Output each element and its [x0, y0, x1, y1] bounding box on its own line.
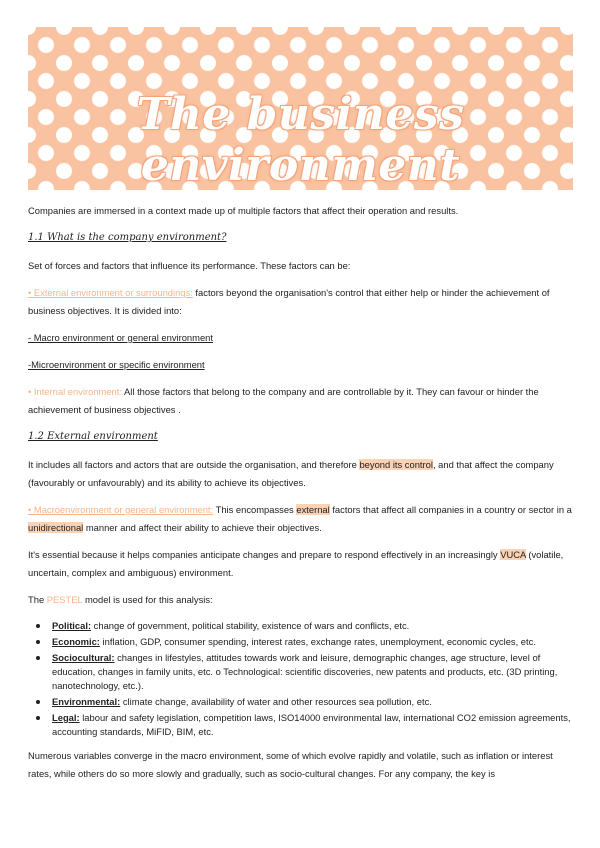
text-run: manner and affect their ability to achieve their objectives.: [83, 522, 322, 533]
micro-environment-item: -Microenvironment or specific environment: [28, 359, 205, 370]
pestel-text: inflation, GDP, consumer spending, interest rates, exchange rates, unemployment, economic cycles, etc.: [99, 636, 536, 647]
section1-lead: Set of forces and factors that influence its performance. These factors can be:: [28, 260, 351, 271]
section-heading-1-1: 1.1 What is the company environment?: [28, 232, 227, 243]
list-item: [50, 650, 573, 693]
intro-paragraph: Companies are immersed in a context made up of multiple factors that affect their operation and results.: [28, 205, 459, 216]
text-run: It's essential because it helps companies anticipate changes and prepare to respond effectively in an increasingly: [28, 549, 501, 560]
highlight-vuca: VUCA: [500, 549, 526, 560]
section-heading-1-2: 1.2 External environment: [28, 431, 158, 442]
pestel-text: climate change, availability of water and other resources sea pollution, etc.: [120, 696, 432, 707]
external-environment-definition: [28, 456, 573, 492]
macroenvironment-term: • Macroenvironment or general environment:: [28, 504, 214, 515]
internal-environment-paragraph: [28, 383, 573, 419]
pestel-text: change of government, political stability, existence of wars and conflicts, etc.: [91, 620, 410, 631]
macro-environment-item: - Macro environment or general environment: [28, 332, 213, 343]
pestel-text: changes in lifestyles, attitudes towards work and leisure, demographic changes, age structure, level of education, changes in family units, etc. o Technological: scientific discoveries, new patents and products, etc. (3D printing, nanotechnology, etc.).: [52, 652, 558, 691]
page-title: The business environment: [136, 89, 465, 190]
pestel-label: Political:: [52, 620, 92, 631]
text-run: model is used for this analysis:: [82, 594, 213, 605]
closing-paragraph: Numerous variables converge in the macro environment, some of which evolve rapidly and volatile, such as inflation or interest rates, while others do so more slowly and gradually, such as socio-cultural changes. For any company, the key is: [28, 750, 553, 779]
external-environment-term: • External environment or surroundings:: [28, 287, 193, 298]
pestel-label: Environmental:: [52, 696, 121, 707]
highlight-beyond-control: beyond its control: [359, 459, 433, 470]
external-environment-text: factors beyond the organisation's control that either help or hinder the achievement of business objectives. It is divided into:: [28, 287, 550, 316]
title-banner: [28, 27, 573, 190]
pestel-label: Legal:: [52, 712, 80, 723]
internal-environment-term: • Internal environment:: [28, 386, 122, 397]
highlight-unidirectional: unidirectional: [28, 522, 84, 533]
text-run: factors that affect all companies in a country or sector in a: [329, 504, 572, 515]
pestel-label: Economic:: [52, 636, 100, 647]
internal-environment-text: All those factors that belong to the company and are controllable by it. They can favour or hinder the achievement of business objectives .: [28, 386, 539, 415]
vuca-paragraph: [28, 546, 573, 582]
text-run: , and that affect the company (favourably or unfavourably) and its ability to achieve its objectives.: [28, 459, 554, 488]
text-run: (volatile, uncertain, complex and ambiguous) environment.: [28, 549, 564, 578]
pestel-text: labour and safety legislation, competition laws, ISO14000 environmental law, international CO2 emission agreements, accounting standards, MiFID, BIM, etc.: [52, 712, 571, 737]
pestel-term: PESTEL: [46, 594, 83, 605]
highlight-external: external: [296, 504, 330, 515]
text-run: It includes all factors and actors that are outside the organisation, and therefore: [28, 459, 360, 470]
pestel-label: Sociocultural:: [52, 652, 115, 663]
pestel-intro: [28, 591, 573, 609]
text-run: This encompasses: [213, 504, 297, 515]
macroenvironment-paragraph: [28, 501, 573, 537]
external-environment-paragraph: [28, 284, 573, 320]
text-run: The: [28, 594, 47, 605]
pestel-list: [28, 618, 573, 739]
list-item: [50, 634, 573, 649]
document-body: [28, 202, 573, 792]
list-item: [50, 710, 573, 739]
list-item: [50, 694, 573, 709]
list-item: [50, 618, 573, 633]
